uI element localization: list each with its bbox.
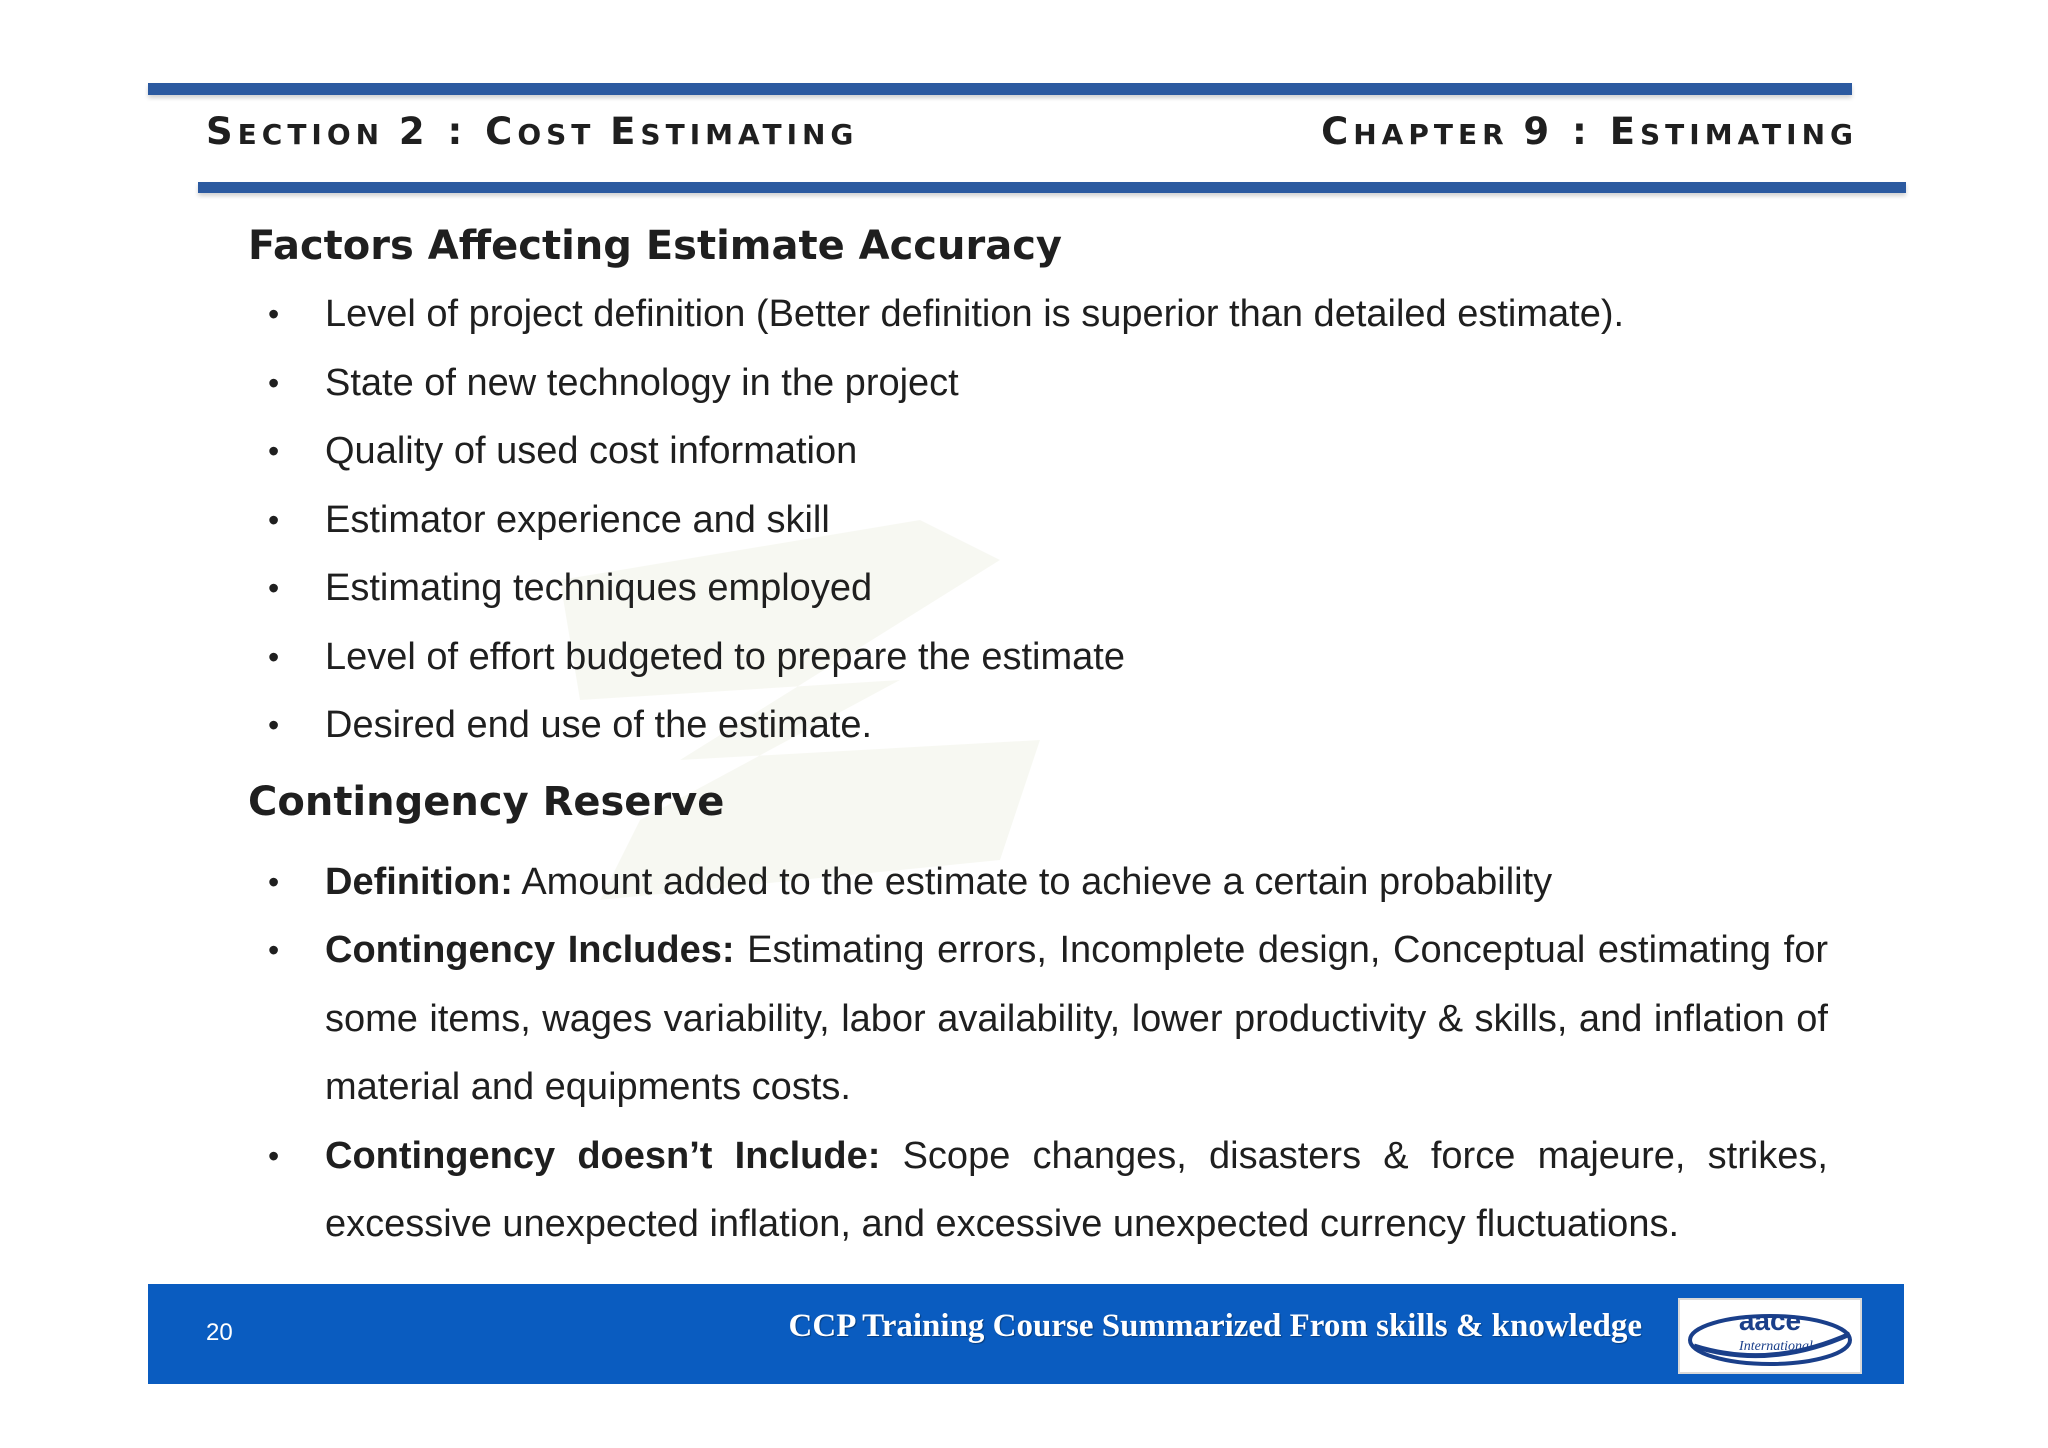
bullet-icon: • bbox=[268, 433, 280, 469]
aace-logo bbox=[1678, 1298, 1862, 1374]
contingency-section bbox=[248, 768, 1828, 1259]
list-item: • State of new technology in the project bbox=[248, 349, 1828, 418]
page-number: 20 bbox=[206, 1319, 233, 1346]
logo-subtext: International bbox=[1739, 1339, 1813, 1354]
list-item: • Level of project definition (Better definition is superior than detailed estimate). bbox=[248, 280, 1828, 349]
bullet-icon: • bbox=[268, 296, 280, 332]
bullet-icon: • bbox=[268, 863, 280, 900]
bullet-icon: • bbox=[268, 932, 280, 968]
contingency-title: Contingency Reserve bbox=[248, 778, 725, 825]
footer-title: CCP Training Course Summarized From skills & knowledge bbox=[788, 1308, 1642, 1344]
factors-list bbox=[248, 280, 1828, 760]
footer-bar bbox=[148, 1284, 1904, 1384]
bullet-icon: • bbox=[268, 364, 280, 401]
list-item: • Level of effort budgeted to prepare the estimate bbox=[248, 623, 1828, 692]
list-item: • Definition: Amount added to the estimate to achieve a certain probability bbox=[248, 848, 1828, 917]
list-item: • Estimating techniques employed bbox=[248, 554, 1828, 623]
header-bottom-rule bbox=[198, 182, 1906, 193]
bullet-icon: • bbox=[268, 501, 280, 538]
contingency-list bbox=[248, 848, 1828, 1259]
slide-content bbox=[248, 212, 1828, 1259]
factors-title: Factors Affecting Estimate Accuracy bbox=[248, 223, 1062, 269]
section-heading: SECTION 2 : COST ESTIMATING bbox=[206, 110, 859, 153]
list-item: • Estimator experience and skill bbox=[248, 486, 1828, 555]
includes-label: Contingency Includes: bbox=[325, 929, 735, 971]
bullet-icon: • bbox=[268, 638, 280, 675]
list-item: • Desired end use of the estimate. bbox=[248, 691, 1828, 760]
list-item: • Quality of used cost information bbox=[248, 417, 1828, 486]
chapter-heading: CHAPTER 9 : ESTIMATING bbox=[1321, 110, 1858, 153]
header-top-rule bbox=[148, 83, 1852, 95]
logo-wordmark: aace bbox=[1738, 1305, 1802, 1336]
definition-label: Definition: bbox=[325, 860, 513, 903]
factors-section bbox=[248, 212, 1828, 760]
bullet-icon: • bbox=[268, 1137, 280, 1174]
excludes-label: Contingency doesn’t Include: bbox=[325, 1134, 881, 1177]
list-item: • Contingency doesn’t Include: Scope changes, disasters & force majeure, strikes, excessive unexpected inflation, and excessive unexpected currency fluctuations. bbox=[248, 1122, 1828, 1259]
bullet-icon: • bbox=[268, 570, 280, 606]
list-item: • Contingency Includes: Estimating errors, Incomplete design, Conceptual estimating for some items, wages variability, labor availability, lower productivity & skills, and inflation of material and equipments costs. bbox=[248, 916, 1828, 1122]
bullet-icon: • bbox=[268, 707, 280, 743]
